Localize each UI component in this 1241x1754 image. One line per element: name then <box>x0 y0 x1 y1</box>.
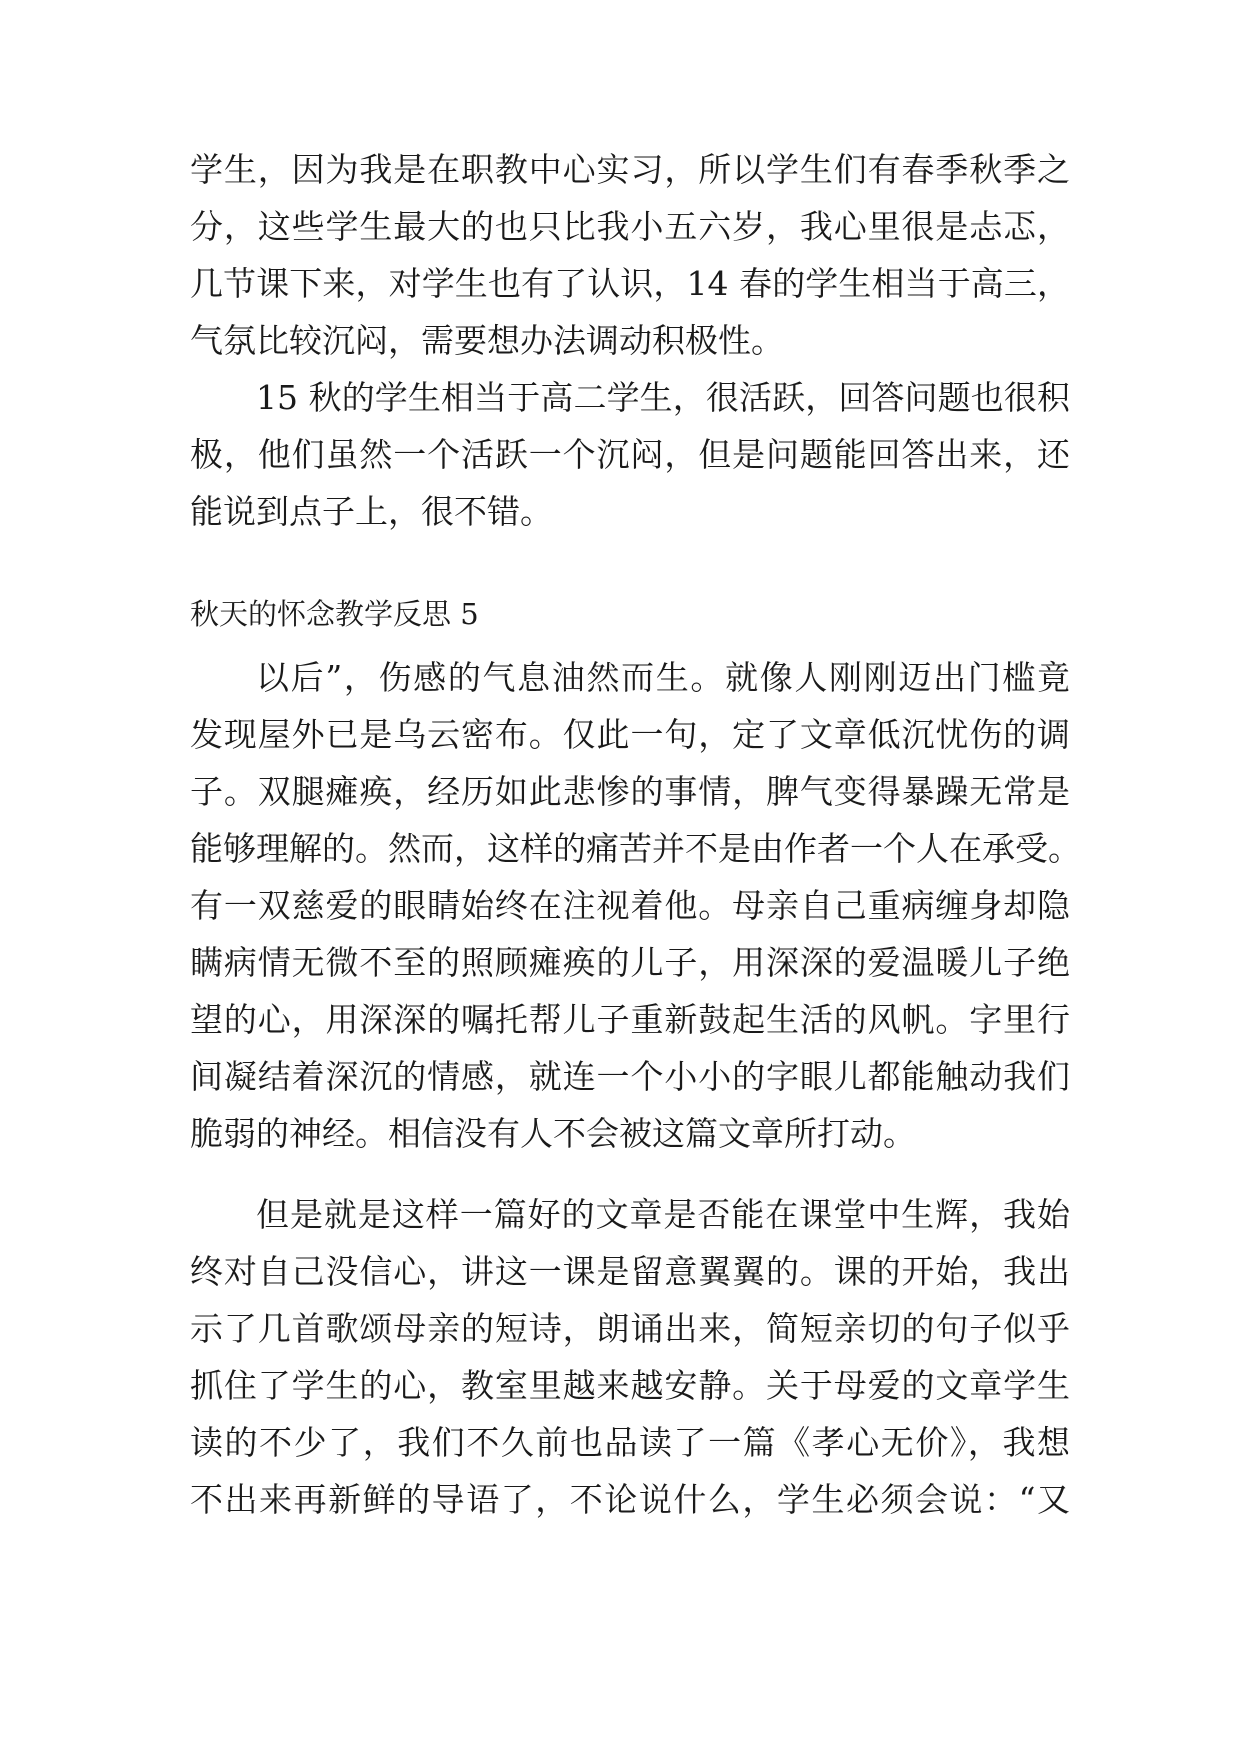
paragraph-line: 但是就是这样一篇好的文章是否能在课堂中生辉，我始 <box>256 1195 1070 1234</box>
paragraph-line: 能说到点子上，很不错。 <box>190 492 553 531</box>
paragraph-line: 望的心，用深深的嘱托帮儿子重新鼓起生活的风帆。字里行 <box>190 1000 1070 1039</box>
paragraph-line: 分，这些学生最大的也只比我小五六岁，我心里很是忐忑， <box>190 207 1070 246</box>
paragraph-line: 示了几首歌颂母亲的短诗，朗诵出来，简短亲切的句子似乎 <box>190 1309 1070 1348</box>
section-heading: 秋天的怀念教学反思 5 <box>190 597 479 631</box>
paragraph-line: 15 秋的学生相当于高二学生，很活跃，回答问题也很积 <box>256 378 1070 417</box>
paragraph-line: 极，他们虽然一个活跃一个沉闷，但是问题能回答出来，还 <box>190 435 1070 474</box>
paragraph-line: 读的不少了，我们不久前也品读了一篇《孝心无价》，我想 <box>190 1423 1070 1462</box>
paragraph-line: 学生，因为我是在职教中心实习，所以学生们有春季秋季之 <box>190 150 1070 189</box>
paragraph-line: 子。双腿瘫痪，经历如此悲惨的事情，脾气变得暴躁无常是 <box>190 772 1070 811</box>
paragraph-line: 能够理解的。然而，这样的痛苦并不是由作者一个人在承受。 <box>190 829 1081 868</box>
paragraph-line: 有一双慈爱的眼睛始终在注视着他。母亲自己重病缠身却隐 <box>190 886 1070 925</box>
paragraph-line: 终对自己没信心，讲这一课是留意翼翼的。课的开始，我出 <box>190 1252 1070 1291</box>
paragraph-line: 以后”，伤感的气息油然而生。就像人刚刚迈出门槛竟 <box>256 658 1070 697</box>
paragraph-line: 抓住了学生的心，教室里越来越安静。关于母爱的文章学生 <box>190 1366 1070 1405</box>
paragraph-line: 几节课下来，对学生也有了认识，14 春的学生相当于高三， <box>190 264 1070 303</box>
paragraph-line: 不出来再新鲜的导语了，不论说什么，学生必须会说：“又 <box>190 1480 1070 1519</box>
paragraph-line: 气氛比较沉闷，需要想办法调动积极性。 <box>190 321 784 360</box>
paragraph-line: 间凝结着深沉的情感，就连一个小小的字眼儿都能触动我们 <box>190 1057 1070 1096</box>
paragraph-line: 瞒病情无微不至的照顾瘫痪的儿子，用深深的爱温暖儿子绝 <box>190 943 1070 982</box>
paragraph-line: 发现屋外已是乌云密布。仅此一句，定了文章低沉忧伤的调 <box>190 715 1070 754</box>
paragraph-line: 脆弱的神经。相信没有人不会被这篇文章所打动。 <box>190 1114 916 1153</box>
